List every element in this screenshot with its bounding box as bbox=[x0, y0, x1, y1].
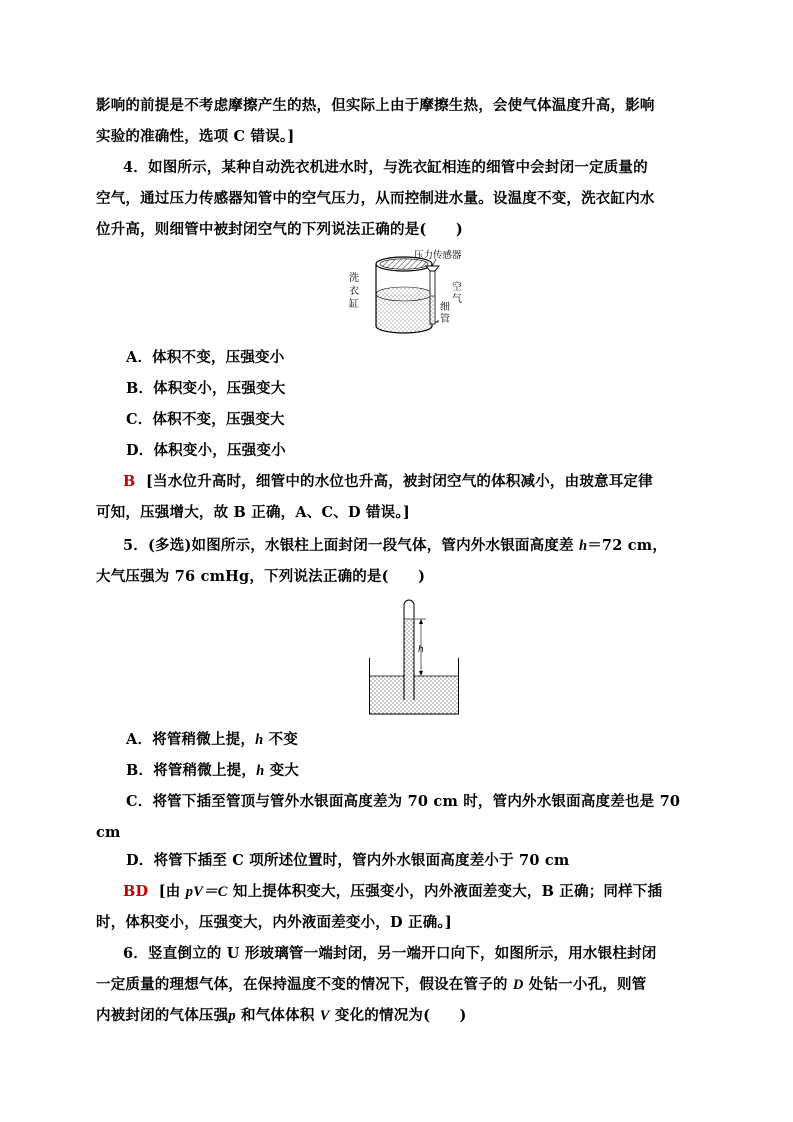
q5-stem-text: 5．(多选)如图所示，水银柱上面封闭一段气体，管内外水银面高度差 bbox=[123, 537, 579, 554]
tub-label-2: 衣 bbox=[349, 286, 359, 297]
q6-stem-line-1: 6．竖直倒立的 U 形玻璃管一端封闭，另一端开口向下，如图所示，用水银柱封闭 bbox=[123, 945, 657, 962]
q6-var-p: p bbox=[228, 1008, 236, 1024]
air-label-1: 空 bbox=[452, 282, 462, 293]
q4-explanation-text-1: [当水位升高时，细管中的水位也升高，被封闭空气的体积减小，由玻意耳定律 bbox=[145, 473, 653, 490]
q5-option-b bbox=[126, 761, 732, 781]
q4-explanation-line-1 bbox=[123, 472, 729, 492]
q4-answer: B bbox=[123, 473, 136, 490]
sensor-label: 压力传感器 bbox=[414, 250, 462, 261]
q5-option-a-post: 不变 bbox=[263, 731, 298, 748]
q6-stem-line-3 bbox=[96, 1006, 702, 1026]
q4-option-c: C．体积不变，压强变大 bbox=[126, 411, 285, 428]
q6-stem-2-post: 处钻一小孔，则管 bbox=[523, 976, 647, 993]
q5-stem-line-2: 大气压强为 76 cmHg，下列说法正确的是( ) bbox=[96, 568, 426, 585]
q5-option-a bbox=[126, 730, 732, 750]
q5-stem-var-h: h bbox=[578, 538, 588, 554]
q4-stem-line-1: 4．如图所示，某种自动洗衣机进水时，与洗衣缸相连的细管中会封闭一定质量的 bbox=[123, 159, 648, 176]
mercury-tube-figure bbox=[366, 596, 462, 718]
q5-option-b-text: B．将管稍微上提， bbox=[126, 762, 257, 779]
washing-machine-figure bbox=[346, 246, 476, 338]
q4-explanation-line-2: 可知，压强增大，故 B 正确，A、C、D 错误。] bbox=[96, 504, 410, 521]
q5-explanation-pre: [由 bbox=[158, 883, 186, 900]
q5-stem-value: ＝72 cm， bbox=[587, 537, 668, 554]
q4-option-a: A．体积不变，压强变小 bbox=[126, 349, 285, 366]
h-label: h bbox=[418, 645, 424, 655]
q6-stem-3-text: 内被封闭的气体压强 bbox=[96, 1007, 229, 1024]
q5-option-c-line-2: cm bbox=[96, 824, 121, 841]
tub-label-3: 缸 bbox=[349, 299, 359, 310]
tube-label-2: 管 bbox=[440, 314, 450, 325]
tube-label-1: 细 bbox=[440, 302, 450, 313]
q5-formula: pV＝C bbox=[185, 884, 228, 900]
prev-explanation-line-2: 实验的准确性，选项 C 错误。] bbox=[96, 128, 295, 145]
q5-option-a-text: A．将管稍微上提， bbox=[126, 731, 256, 748]
q6-var-v: V bbox=[319, 1008, 330, 1024]
q5-explanation-line-1 bbox=[123, 882, 729, 902]
tub-label-1: 洗 bbox=[349, 273, 359, 284]
q5-option-b-post: 变大 bbox=[264, 762, 299, 779]
q6-stem-3-mid: 和气体体积 bbox=[235, 1007, 320, 1024]
q5-stem-line-1 bbox=[123, 536, 729, 556]
q4-option-d: D．体积变小，压强变小 bbox=[126, 442, 286, 459]
q4-option-b: B．体积变小，压强变大 bbox=[126, 380, 286, 397]
q4-stem-line-3: 位升高，则细管中被封闭空气的下列说法正确的是( ) bbox=[96, 221, 463, 238]
q6-stem-2-text: 一定质量的理想气体，在保持温度不变的情况下，假设在管子的 bbox=[96, 976, 513, 993]
q4-stem-line-2: 空气，通过压力传感器知管中的空气压力，从而控制进水量。设温度不变，洗衣缸内水 bbox=[96, 190, 655, 207]
air-label-2: 气 bbox=[452, 294, 462, 305]
q6-stem-line-2 bbox=[96, 975, 702, 995]
q5-answer: BD bbox=[123, 883, 149, 900]
prev-explanation-line-1: 影响的前提是不考虑摩擦产生的热，但实际上由于摩擦生热，会使气体温度升高，影响 bbox=[96, 97, 655, 114]
q5-option-c-line-1: C．将管下插至管顶与管外水银面高度差为 70 cm 时，管内外水银面高度差也是 70 bbox=[126, 793, 681, 810]
q5-option-d: D．将管下插至 C 项所述位置时，管内外水银面高度差小于 70 cm bbox=[126, 852, 570, 869]
q5-explanation-post: 知上提体积变大，压强变小，内外液面差变大，B 正确；同样下插 bbox=[227, 883, 663, 900]
q6-var-d: D bbox=[512, 977, 524, 993]
q5-option-a-var: h bbox=[255, 732, 264, 748]
q5-option-b-var: h bbox=[256, 763, 265, 779]
q6-stem-3-post: 变化的情况为( ) bbox=[329, 1007, 467, 1024]
q5-explanation-line-2: 时，体积变小，压强变大，内外液面差变小，D 正确。] bbox=[96, 914, 452, 931]
